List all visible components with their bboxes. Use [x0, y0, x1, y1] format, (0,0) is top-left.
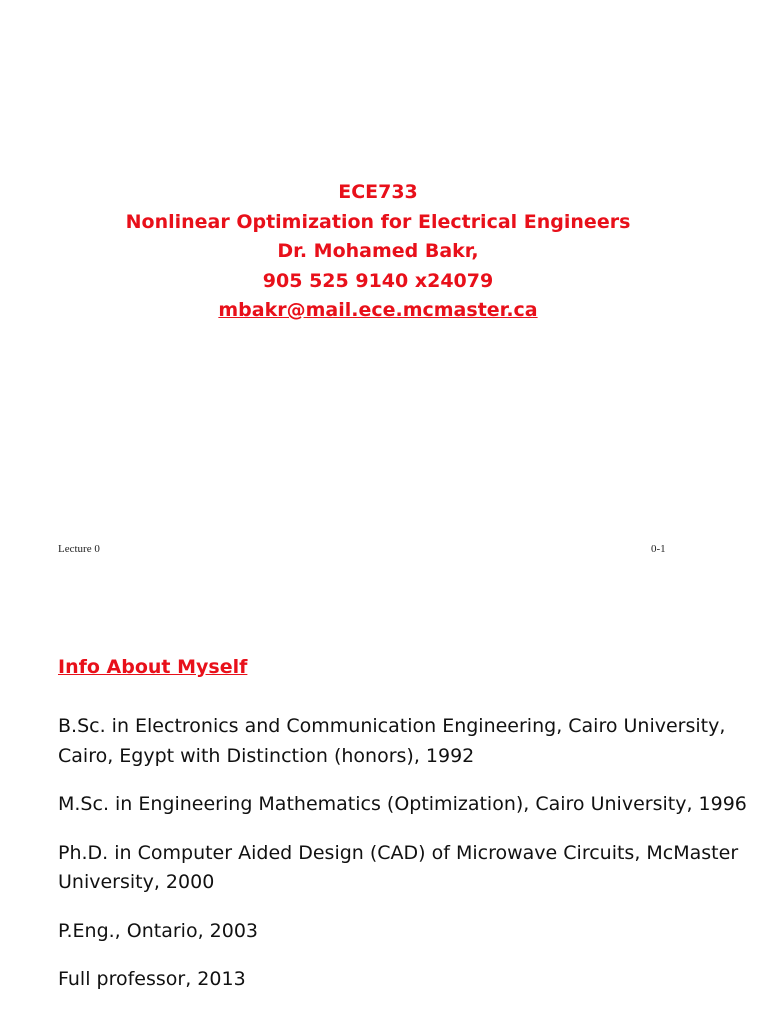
footer-lecture-label: Lecture 0: [58, 543, 100, 555]
list-item: B.Sc. in Electronics and Communication Engineering, Cairo University, Cairo, Egypt with Distinction (honors), 1992: [58, 715, 726, 767]
instructor-name: Dr. Mohamed Bakr,: [277, 240, 479, 262]
course-title: Nonlinear Optimization for Electrical Engineers: [125, 210, 631, 233]
list-item: Ph.D. in Computer Aided Design (CAD) of Microwave Circuits, McMaster University, 2000: [58, 841, 739, 893]
instructor-email-link[interactable]: mbakr@mail.ece.mcmaster.ca: [218, 299, 538, 321]
list-item: M.Sc. in Engineering Mathematics (Optimization), Cairo University, 1996: [58, 793, 747, 815]
title-block: [0, 178, 756, 326]
instructor-phone: 905 525 9140 x24079: [262, 269, 494, 292]
course-code: ECE733: [338, 181, 418, 203]
section-heading: Info About Myself: [58, 656, 248, 678]
footer-page-number: 0-1: [651, 543, 666, 555]
list-item: Full professor, 2013: [58, 968, 246, 990]
info-list: [58, 712, 748, 1014]
list-item: P.Eng., Ontario, 2003: [58, 919, 259, 942]
